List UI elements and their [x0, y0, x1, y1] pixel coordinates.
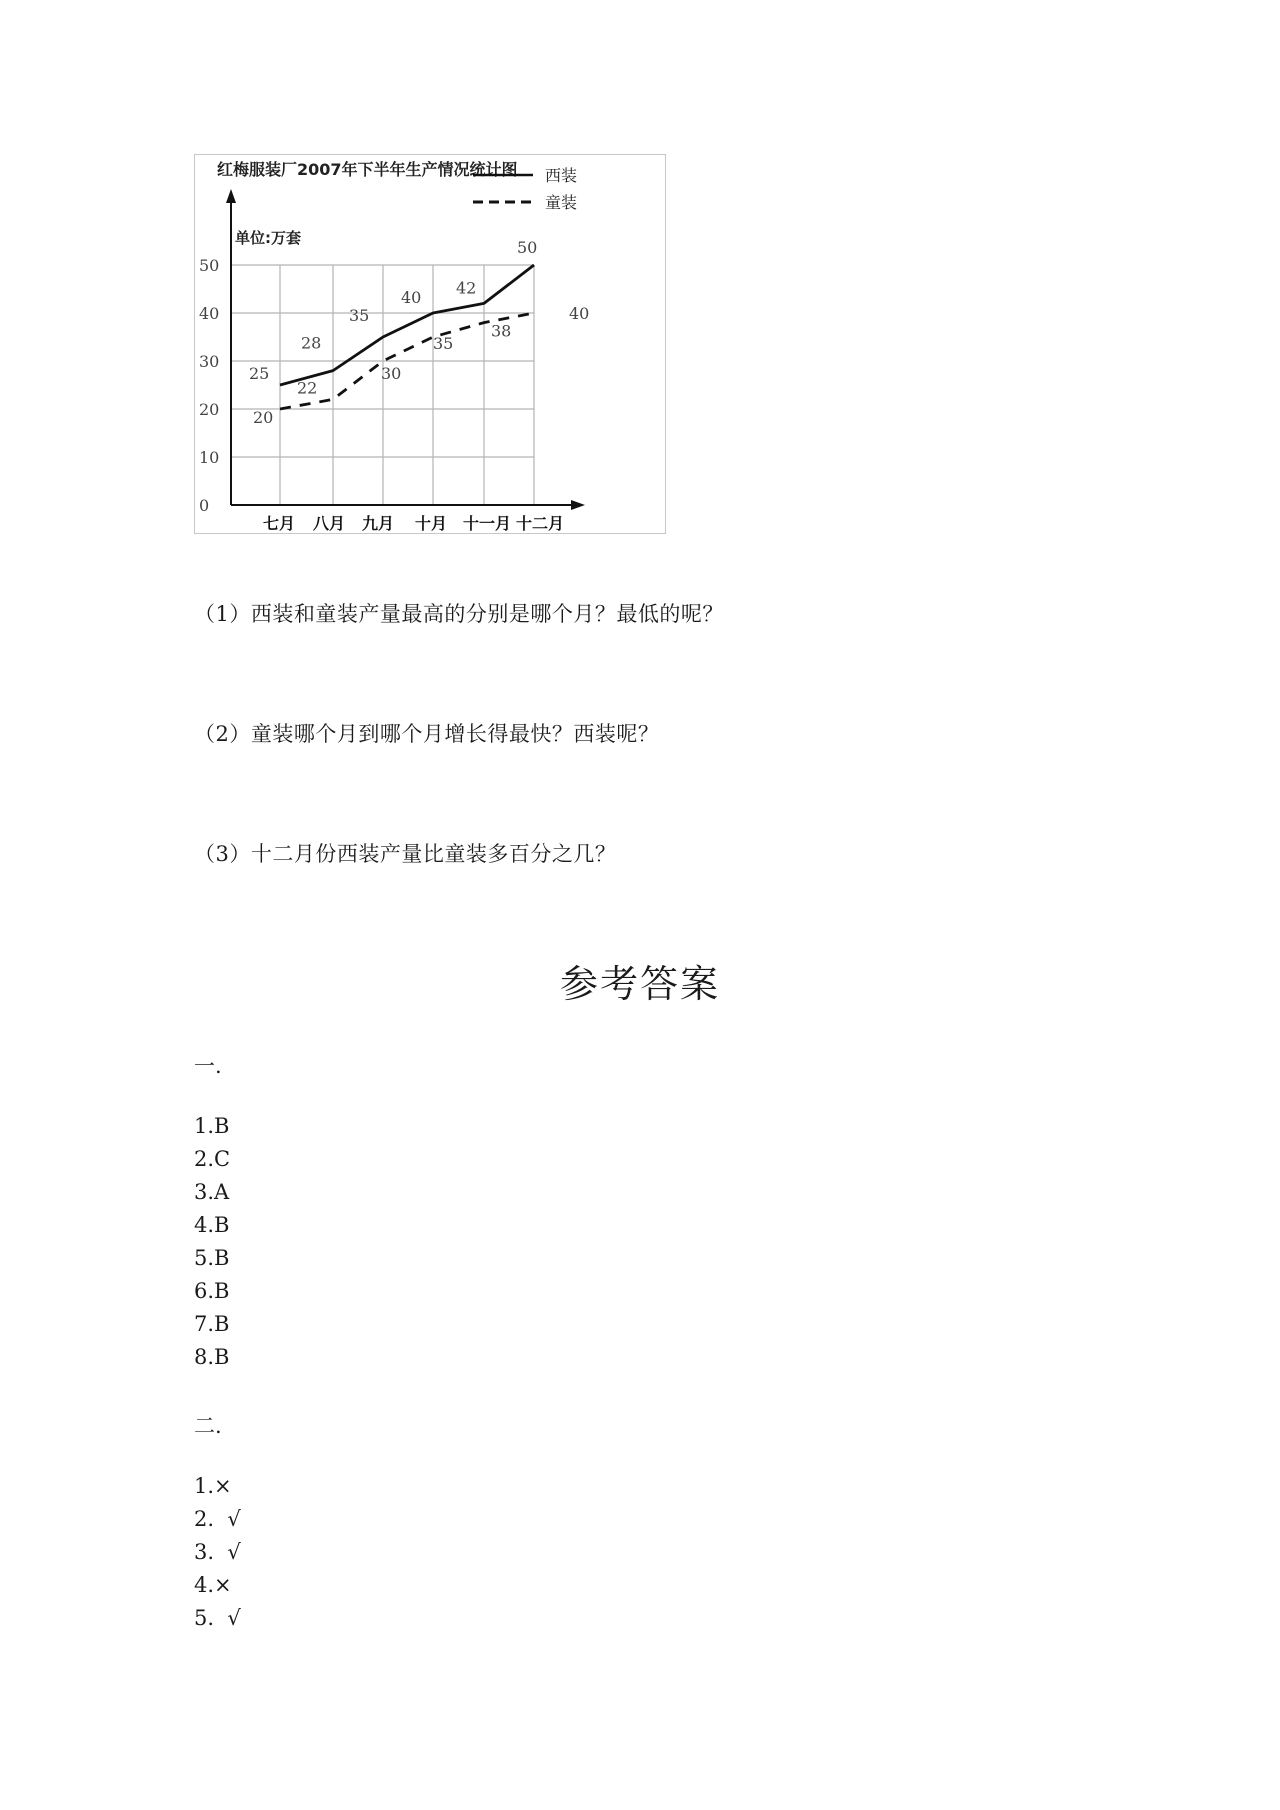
data-label: 22 — [297, 378, 318, 398]
section-2-heading: 二. — [194, 1414, 222, 1438]
data-label: 25 — [249, 364, 270, 383]
x-axis-arrow-icon — [571, 500, 585, 510]
answer-item: 2.C — [194, 1147, 231, 1171]
x-tick-label: 九月 — [361, 514, 395, 533]
data-label: 35 — [433, 334, 454, 353]
answer-item: 4.B — [194, 1213, 230, 1237]
data-label: 42 — [456, 278, 477, 298]
chart-canvas — [195, 155, 667, 535]
y-tick-label: 50 — [199, 256, 220, 275]
data-label: 30 — [381, 364, 402, 383]
y-tick-label: 10 — [199, 448, 220, 467]
data-label: 20 — [253, 408, 274, 427]
data-label: 40 — [401, 288, 422, 307]
x-tick-label: 十月 — [414, 514, 448, 533]
answer-item: 4.× — [194, 1573, 232, 1597]
section-1-heading: 一. — [194, 1054, 222, 1078]
answer-item: 8.B — [194, 1345, 230, 1369]
section-2-answers — [194, 1470, 241, 1635]
data-label: 38 — [491, 321, 512, 341]
question-3: （3）十二月份西装产量比童装多百分之几？ — [194, 842, 617, 866]
answer-item: 5.B — [194, 1246, 230, 1270]
answer-item: 3.A — [194, 1180, 230, 1204]
unit-label: 单位:万套 — [235, 229, 301, 247]
answers-title: 参考答案 — [559, 962, 720, 1006]
y-tick-label: 30 — [199, 352, 220, 371]
data-label: 35 — [349, 306, 370, 325]
data-label: 50 — [517, 238, 538, 257]
legend-label: 童装 — [545, 193, 578, 212]
x-tick-label: 十一月 — [462, 514, 512, 533]
legend-label: 西装 — [545, 166, 578, 185]
answer-item: 1.B — [194, 1114, 230, 1138]
section-1-answers — [194, 1110, 230, 1374]
answer-item: 2. √ — [194, 1507, 241, 1531]
y-axis-arrow-icon — [226, 189, 236, 203]
question-1: （1）西装和童装产量最高的分别是哪个月？最低的呢？ — [194, 602, 724, 626]
line-chart — [194, 154, 666, 534]
y-tick-label: 0 — [199, 496, 210, 515]
answer-item: 1.× — [194, 1474, 232, 1498]
answer-item: 3. √ — [194, 1540, 241, 1564]
y-tick-label: 40 — [199, 304, 220, 323]
answer-item: 6.B — [194, 1279, 230, 1303]
answer-item: 5. √ — [194, 1606, 241, 1630]
x-tick-label: 八月 — [312, 514, 346, 533]
answer-item: 7.B — [194, 1312, 230, 1336]
x-tick-label: 七月 — [262, 514, 296, 533]
data-label: 40 — [569, 304, 590, 323]
data-label: 28 — [301, 333, 322, 353]
x-tick-label: 十二月 — [515, 514, 565, 533]
question-2: （2）童装哪个月到哪个月增长得最快？西装呢？ — [194, 722, 660, 746]
chart-title: 红梅服装厂2007年下半年生产情况统计图 — [217, 160, 518, 179]
y-tick-label: 20 — [199, 400, 220, 419]
